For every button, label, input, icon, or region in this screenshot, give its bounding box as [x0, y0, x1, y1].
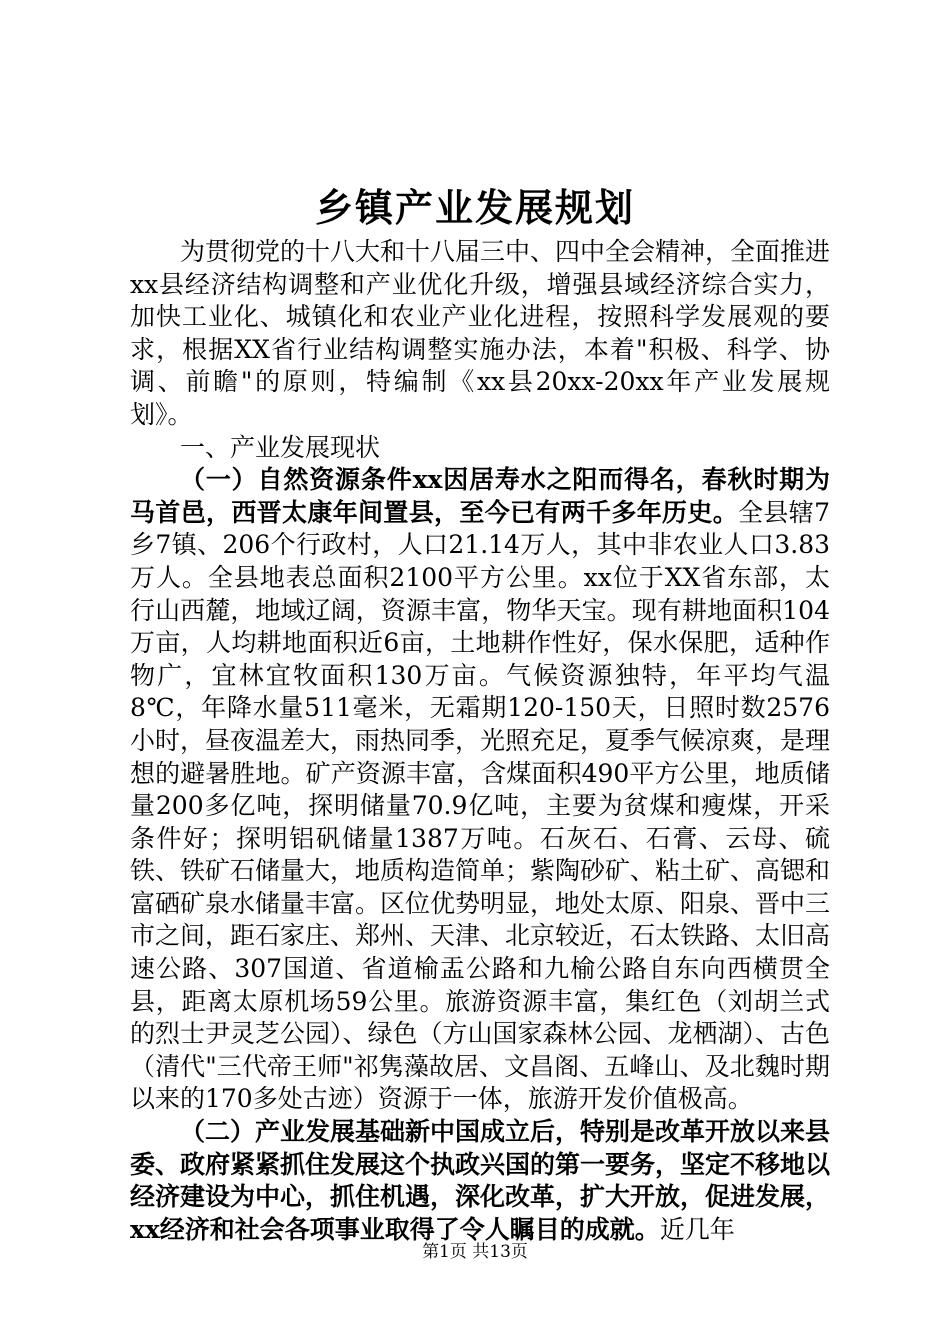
document-title: 乡镇产业发展规划	[314, 185, 635, 230]
intro-paragraph: 为贯彻党的十八大和十八届三中、四中全会精神，全面推进xx县经济结构调整和产业优化升级，增强县域经济综合实力，加快工业化、城镇化和农业产业化进程，按照科学发展观的要求，根据XX省行业结构调整实施办法，本着"积极、科学、协调、前瞻"的原则，特编制《xx县20xx-20xx年产业发展规划》。	[130, 237, 831, 429]
paragraph-natural-resources	[130, 464, 830, 1116]
paragraph-lead-bold: （二）产业发展基础新中国成立后，特别是改革开放以来县委、政府紧紧抓住发展这个执政兴国的第一要务，坚定不移地以经济建设为中心，抓住机遇，深化改革，扩大开放，促进发展，xx经济和社会各项事业取得了令人瞩目的成就。	[130, 1117, 831, 1244]
paragraph-lead-bold: （一）自然资源条件xx因居寿水之阳而得名，春秋时期为马首邑，西晋太康年间置县，至今已有两千多年历史。	[130, 465, 830, 527]
page-footer: 第1页 共13页	[422, 1242, 528, 1262]
section-heading: 一、产业发展现状	[180, 432, 381, 462]
paragraph-industry-basis	[130, 1116, 830, 1246]
paragraph-body: 近几年	[659, 1214, 735, 1244]
paragraph-body: 全县辖7乡7镇、206个行政村，人口21.14万人，其中非农业人口3.83万人。全县地表总面积2100平方公里。xx位于XX省东部，太行山西麓，地域辽阔，资源丰富，物华天宝。现有耕地面积104万亩，人均耕地面积近6亩，土地耕作性好，保水保肥，适种作物广，宜林宜牧面积130万亩。气候资源独特，年平均气温8℃，年降水量511毫米，无霜期120-150天，日照时数2576小时，昼夜温差大，雨热同季，光照充足，夏季气候凉爽，是理想的避暑胜地。矿产资源丰富，含煤面积490平方公里，地质储量200多亿吨，探明储量70.9亿吨，主要为贫煤和瘦煤，开采条件好；探明铝矾储量1387万吨。石灰石、石膏、云母、硫铁、铁矿石储量大，地质构造简单；紫陶砂矿、粘土矿、高锶和富硒矿泉水储量丰富。区位优势明显，地处太原、阳泉、晋中三市之间，距石家庄、郑州、天津、北京较近，石太铁路、太旧高速公路、307国道、省道榆盂公路和九榆公路自东向西横贯全县，距离太原机场59公里。旅游资源丰富，集红色（刘胡兰式的烈士尹灵芝公园）、绿色（方山国家森林公园、龙栖湖）、古色（清代"三代帝王师"祁隽藻故居、文昌阁、五峰山、及北魏时期以来的170多处古迹）资源于一体，旅游开发价值极高。	[130, 497, 831, 1114]
document-body	[130, 236, 830, 1246]
